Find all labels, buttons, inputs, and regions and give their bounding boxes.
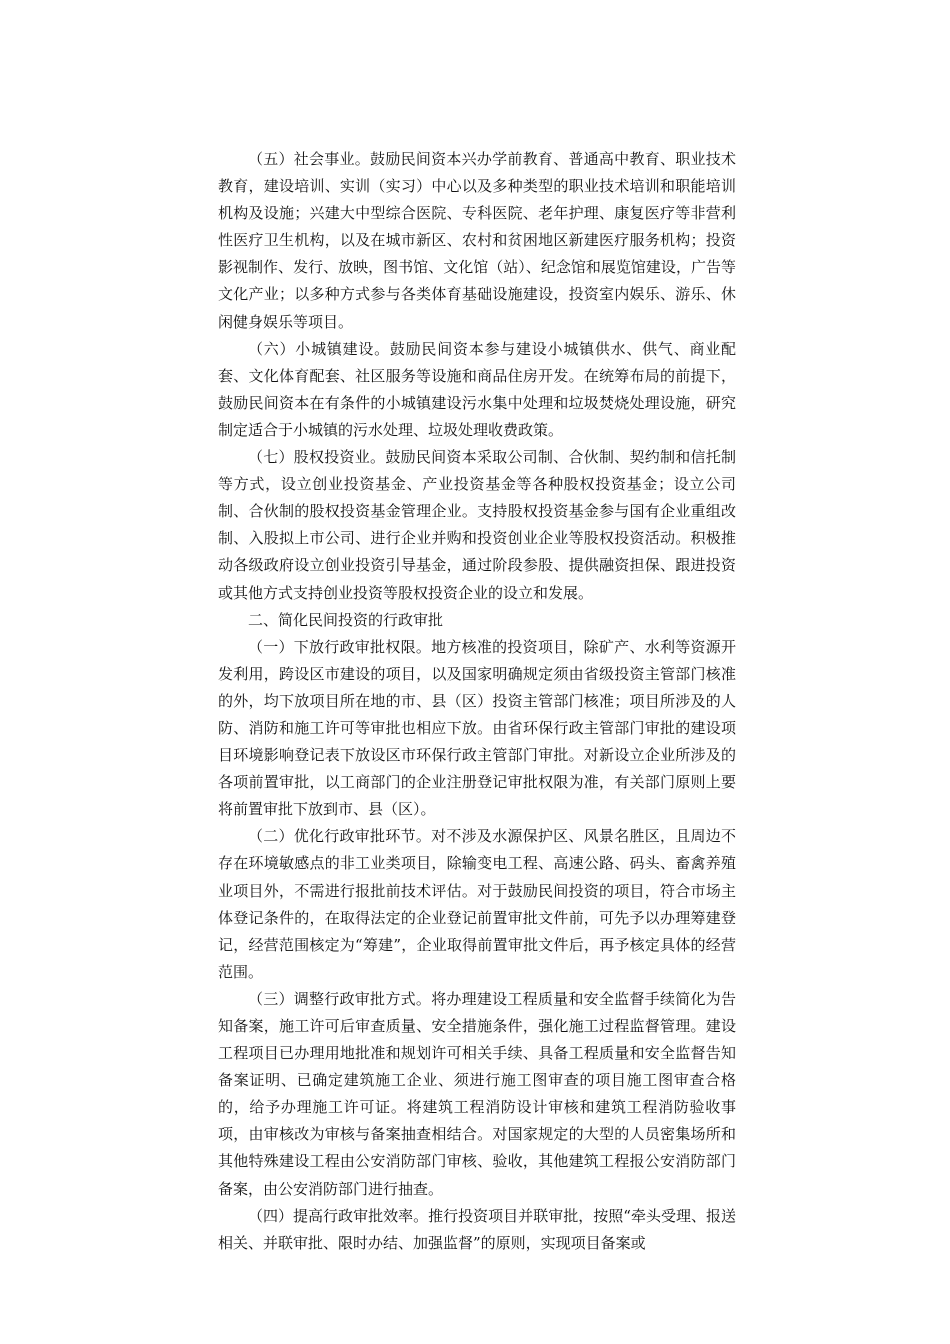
document-body [218,146,736,1257]
paragraph-improve-approval-efficiency: （四）提高行政审批效率。推行投资项目并联审批，按照“牵头受理、报送相关、并联审批、限时办结、加强监督”的原则，实现项目备案或 [218,1206,736,1252]
paragraph-small-town-construction: （六）小城镇建设。鼓励民间资本参与建设小城镇供水、供气、商业配套、文化体育配套、社区服务等设施和商品住房开发。在统筹布局的前提下，鼓励民间资本在有条件的小城镇建设污水集中处理和垃圾焚烧处理设施，研究制定适合于小城镇的污水处理、垃圾处理收费政策。 [218,339,736,439]
paragraph-equity-investment: （七）股权投资业。鼓励民间资本采取公司制、合伙制、契约制和信托制等方式，设立创业投资基金、产业投资基金等各种股权投资基金；设立公司制、合伙制的股权投资基金管理企业。支持股权投资基金参与国有企业重组改制、入股拟上市公司、进行企业并购和投资创业企业等股权投资活动。积极推动各级政府设立创业投资引导基金，通过阶段参股、提供融资担保、跟进投资或其他方式支持创业投资等股权投资企业的设立和发展。 [218,448,736,602]
section-heading-simplify-approval: 二、简化民间投资的行政审批 [248,610,444,629]
paragraph-adjust-approval-method: （三）调整行政审批方式。将办理建设工程质量和安全监督手续简化为告知备案，施工许可后审查质量、安全措施条件，强化施工过程监督管理。建设工程项目已办理用地批准和规划许可相关手续、具备工程质量和安全监督告知备案证明、已确定建筑施工企业、须进行施工图审查的项目施工图审查合格的，给予办理施工许可证。将建筑工程消防设计审核和建筑工程消防验收事项，由审核改为审核与备案抽查相结合。对国家规定的大型的人员密集场所和其他特殊建设工程由公安消防部门审核、验收，其他建筑工程报公安消防部门备案，由公安消防部门进行抽查。 [218,989,736,1198]
paragraph-social-affairs: （五）社会事业。鼓励民间资本兴办学前教育、普通高中教育、职业技术教育，建设培训、实训（实习）中心以及多种类型的职业技术培训和职能培训机构及设施；兴建大中型综合医院、专科医院、老年护理、康复医疗等非营利性医疗卫生机构，以及在城市新区、农村和贫困地区新建医疗服务机构；投资影视制作、发行、放映，图书馆、文化馆（站）、纪念馆和展览馆建设，广告等文化产业；以多种方式参与各类体育基础设施建设，投资室内娱乐、游乐、休闲健身娱乐等项目。 [218,150,736,331]
paragraph-delegate-approval-authority: （一）下放行政审批权限。地方核准的投资项目，除矿产、水利等资源开发利用，跨设区市建设的项目，以及国家明确规定须由省级投资主管部门核准的外，均下放项目所在地的市、县（区）投资主管部门核准；项目所涉及的人防、消防和施工许可等审批也相应下放。由省环保行政主管部门审批的建设项目环境影响登记表下放设区市环保行政主管部门审批。对新设立企业所涉及的各项前置审批，以工商部门的企业注册登记审批权限为准，有关部门原则上要将前置审批下放到市、县（区）。 [218,637,736,819]
paragraph-optimize-approval-steps: （二）优化行政审批环节。对不涉及水源保护区、风景名胜区，且周边不存在环境敏感点的非工业类项目，除输变电工程、高速公路、码头、畜禽养殖业项目外，不需进行报批前技术评估。对于鼓励民间投资的项目，符合市场主体登记条件的，在取得法定的企业登记前置审批文件前，可先予以办理筹建登记，经营范围核定为“筹建”，企业取得前置审批文件后，再予核定具体的经营范围。 [218,827,736,981]
